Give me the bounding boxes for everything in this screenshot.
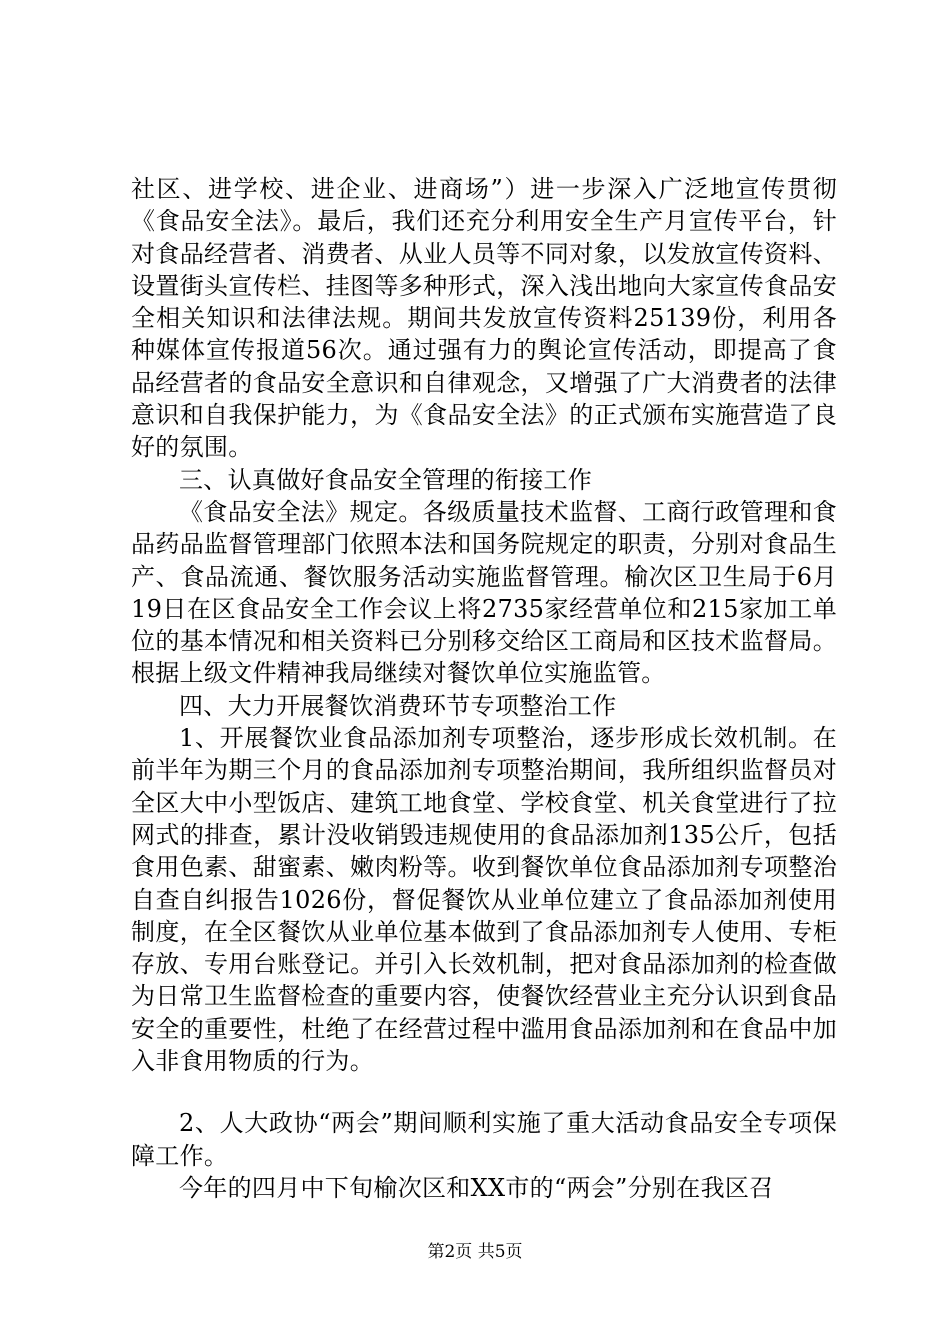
paragraph-april: 今年的四月中下旬榆次区和XX市的“两会”分别在我区召 <box>179 1173 774 1202</box>
heading-section-3: 三、认真做好食品安全管理的衔接工作 <box>179 465 593 494</box>
heading-section-4: 四、大力开展餐饮消费环节专项整治工作 <box>179 691 617 720</box>
paragraph-two-sessions: 2、人大政协“两会”期间顺利实施了重大活动食品安全专项保障工作。 <box>131 1109 837 1170</box>
page-footer: 第2页 共5页 <box>427 1242 523 1262</box>
paragraph-gap <box>131 1077 837 1107</box>
paragraph-additives: 1、开展餐饮业食品添加剂专项整治，逐步形成长效机制。在前半年为期三个月的食品添加剂专项整治期间，我所组织监督员对全区大中小型饭店、建筑工地食堂、学校食堂、机关食堂进行了拉网式的排查，累计没收销毁违规使用的食品添加剂135公斤，包括食用色素、甜蜜素、嫩肉粉等。收到餐饮单位食品添加剂专项整治自查自纠报告1026份，督促餐饮从业单位建立了食品添加剂使用制度，在全区餐饮从业单位基本做到了食品添加剂专人使用、专柜存放、专用台账登记。并引入长效机制，把对食品添加剂的检查做为日常卫生监督检查的重要内容，使餐饮经营业主充分认识到食品安全的重要性，杜绝了在经营过程中滥用食品添加剂和在食品中加入非食用物质的行为。 <box>131 724 837 1076</box>
paragraph-publicity: 社区、进学校、进企业、进商场”）进一步深入广泛地宣传贯彻《食品安全法》。最后，我们还充分利用安全生产月宣传平台，针对食品经营者、消费者、从业人员等不同对象，以发放宣传资料、设置街头宣传栏、挂图等多种形式，深入浅出地向大家宣传食品安全相关知识和法律法规。期间共发放宣传资料25139份，利用各种媒体宣传报道56次。通过强有力的舆论宣传活动，即提高了食品经营者的食品安全意识和自律观念，又增强了广大消费者的法律意识和自我保护能力，为《食品安全法》的正式颁布实施营造了良好的氛围。 <box>131 175 837 462</box>
document-body <box>131 173 837 1204</box>
paragraph-handover: 《食品安全法》规定。各级质量技术监督、工商行政管理和食品药品监督管理部门依照本法和国务院规定的职责，分别对食品生产、食品流通、餐饮服务活动实施监督管理。榆次区卫生局于6月19日在区食品安全工作会议上将2735家经营单位和215家加工单位的基本情况和相关资料已分别移交给区工商局和区技术监督局。根据上级文件精神我局继续对餐饮单位实施监管。 <box>131 497 837 688</box>
